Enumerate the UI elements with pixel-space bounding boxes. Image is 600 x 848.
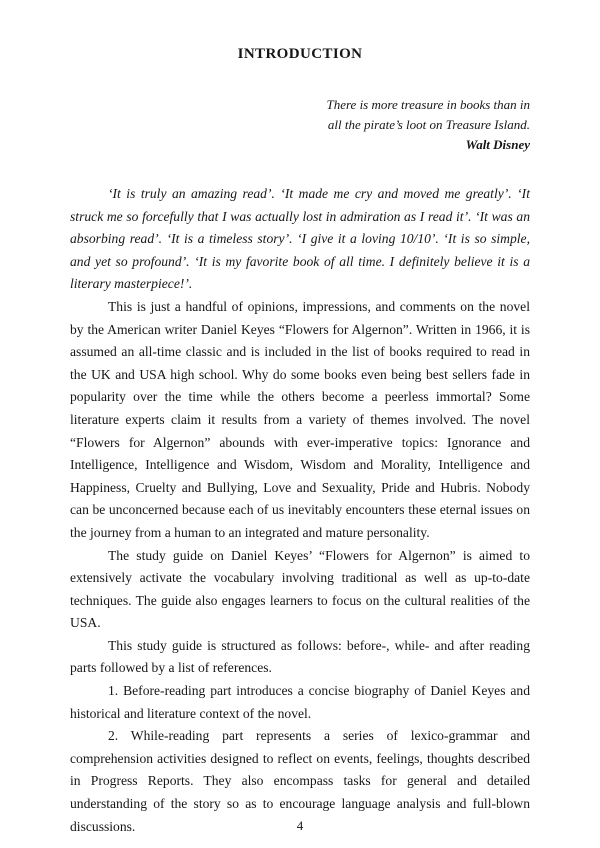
- page-title: INTRODUCTION: [237, 46, 363, 62]
- epigraph: [70, 95, 530, 155]
- paragraph-guide-structure: This study guide is structured as follows: before-, while- and after reading parts followed by a list of references.: [70, 637, 530, 676]
- body-text: [70, 183, 530, 838]
- epigraph-line-1: There is more treasure in books than in: [326, 97, 530, 112]
- paragraph-novel-overview: This is just a handful of opinions, impressions, and comments on the novel by the American writer Daniel Keyes “Flowers for Algernon”. Written in 1966, it is assumed an all-time classic and is included in the list of books required to read in the UK and USA high school. Why do some books even being best sellers fade in popularity over the time while the others become a peerless immortal? Some literature experts claim it results from a variety of themes involved. The novel “Flowers for Algernon” abounds with ever-imperative topics: Ignorance and Intelligence, Intelligence and Wisdom, Wisdom and Morality, Intelligence and Happiness, Cruelty and Bullying, Love and Sexuality, Pride and Hubris. Nobody can be unconcerned because each of us inevitably encounters these eternal issues on the journey from a human to an integrated and mature personality.: [70, 298, 530, 540]
- paragraph-before-reading: 1. Before-reading part introduces a concise biography of Daniel Keyes and historical and literature context of the novel.: [70, 683, 530, 721]
- epigraph-line-2: all the pirate’s loot on Treasure Island.: [327, 117, 530, 132]
- paragraph-reader-quotes: ‘It is truly an amazing read’. ‘It made me cry and moved me greatly’. ‘It struck me so forcefully that I was actually lost in admiration as I read it’. ‘It was an absorbing read’. ‘It is a timeless story’. ‘I give it a loving 10/10’. ‘It is so simple, and yet so profound’. ‘It is my favorite book of all time. I definitely believe it is a literary masterpiece!’.: [70, 186, 530, 292]
- paragraph-while-reading: 2. While-reading part represents a series of lexico-grammar and comprehension activities designed to reflect on events, feelings, thoughts described in Progress Reports. They also encompass tasks for general and detailed understanding of the story so as to encourage language analysis and full-blown discussions.: [70, 728, 530, 834]
- page-number: 4: [296, 818, 304, 833]
- epigraph-attribution: Walt Disney: [465, 137, 530, 152]
- paragraph-study-guide-aim: The study guide on Daniel Keyes’ “Flowers for Algernon” is aimed to extensively activate the vocabulary involving traditional as well as up-to-date techniques. The guide also engages learners to focus on the cultural realities of the USA.: [70, 547, 530, 631]
